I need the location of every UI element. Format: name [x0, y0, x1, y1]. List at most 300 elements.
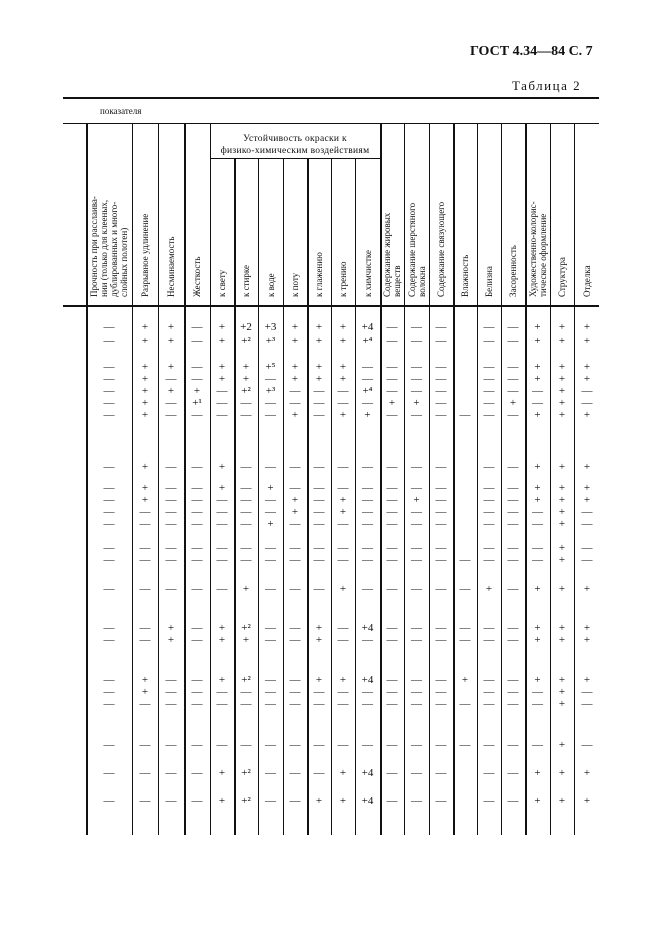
table-cell: + — [558, 698, 566, 710]
table-cell: — — [386, 506, 398, 518]
table-cell: + — [534, 674, 541, 686]
table-cell: — — [435, 674, 447, 686]
table-cell: — — [386, 767, 398, 779]
table-cell: — — [411, 583, 422, 595]
table-cell: — — [240, 542, 252, 554]
table-cell: + — [218, 361, 226, 373]
table-cell: +² — [241, 622, 251, 634]
table-cell: + — [583, 461, 591, 473]
table-cell: + — [242, 373, 250, 385]
table-cell: +⁴ — [362, 385, 373, 397]
table-cell: — — [313, 397, 325, 409]
table-cell: + — [558, 739, 566, 751]
table-cell: — — [191, 686, 203, 698]
table-cell: — — [483, 373, 495, 385]
table-cell: — — [435, 409, 447, 421]
table-cell: + — [339, 361, 347, 373]
table-cell: — — [216, 698, 228, 710]
table-cell: — — [532, 518, 543, 530]
table-cell: — — [240, 554, 252, 566]
table-cell: — — [532, 385, 543, 397]
table-cell: — — [386, 554, 398, 566]
table-cell: — — [386, 385, 398, 397]
table-cell: — — [386, 739, 398, 751]
table-cell: + — [141, 397, 149, 409]
column-divider — [429, 124, 430, 835]
table-cell: — — [483, 335, 495, 347]
table-cell: + — [291, 409, 299, 421]
table-cell: — — [483, 518, 495, 530]
table-cell: — — [507, 373, 519, 385]
table-cell: — — [191, 542, 203, 554]
table-cell: + — [558, 674, 566, 686]
table-cell: + — [167, 634, 175, 646]
column-header: к поту — [290, 272, 300, 297]
table-cell: — — [483, 542, 495, 554]
column-header: к химчистке — [362, 249, 373, 297]
table-cell: — — [103, 795, 115, 807]
table-cell: + — [291, 494, 299, 506]
table-cell: — — [362, 542, 373, 554]
table-cell: — — [216, 409, 228, 421]
table-cell: — — [386, 494, 398, 506]
table-cell: — — [362, 397, 373, 409]
table-cell: — — [165, 686, 177, 698]
table-cell: — — [411, 739, 422, 751]
table-cell: — — [411, 767, 422, 779]
table-cell: — — [411, 461, 422, 473]
table-cell: — — [386, 373, 398, 385]
table-cell: + — [339, 674, 347, 686]
table-cell: — — [191, 583, 203, 595]
table-cell: — — [191, 518, 203, 530]
table-cell: + — [558, 409, 566, 421]
table-cell: — — [386, 321, 398, 333]
table-cell: — — [265, 461, 276, 473]
table-cell: — — [581, 518, 593, 530]
table-cell: — — [165, 583, 177, 595]
table-cell: — — [411, 385, 422, 397]
table-cell: — — [139, 739, 151, 751]
table-cell: — — [435, 698, 447, 710]
table-cell: — — [103, 686, 115, 698]
table-cell: — — [435, 739, 447, 751]
table-cell: — — [435, 482, 447, 494]
table-cell: — — [165, 494, 177, 506]
table-cell: + — [558, 518, 566, 530]
table-cell: — — [507, 361, 519, 373]
table-cell: + — [583, 321, 591, 333]
table-cell: — — [265, 373, 276, 385]
column-header: Содержание шерстяного волокна — [406, 202, 427, 297]
table-cell: — — [240, 698, 252, 710]
table-cell: + — [339, 506, 347, 518]
table-cell: — — [581, 739, 593, 751]
column-divider — [158, 124, 159, 835]
table-cell: + — [218, 795, 226, 807]
table-cell: + — [141, 686, 149, 698]
table-cell: + — [534, 482, 541, 494]
table-cell: — — [240, 494, 252, 506]
table-cell: — — [459, 634, 471, 646]
table-cell: + — [558, 767, 566, 779]
table-cell: — — [386, 518, 398, 530]
table-cell: — — [532, 554, 543, 566]
table-cell: + — [534, 461, 541, 473]
table-cell: + — [315, 795, 323, 807]
column-header: Белизна — [484, 266, 494, 297]
table-cell: — — [337, 518, 349, 530]
table-cell: — — [435, 335, 447, 347]
table-cell: — — [265, 542, 276, 554]
table-cell: — — [386, 335, 398, 347]
table-cell: — — [265, 409, 276, 421]
table-cell: + — [583, 482, 591, 494]
table-cell: — — [103, 482, 115, 494]
table-cell: +⁴ — [362, 335, 373, 347]
table-cell: — — [435, 542, 447, 554]
table-cell: — — [507, 409, 519, 421]
table-cell: — — [191, 698, 203, 710]
table-cell: — — [240, 686, 252, 698]
table-cell: + — [558, 461, 566, 473]
table-cell: — — [386, 542, 398, 554]
table-cell: — — [165, 518, 177, 530]
table-cell: — — [411, 361, 422, 373]
table-cell: — — [289, 686, 301, 698]
column-header: к воде — [265, 273, 276, 297]
table-cell: — — [165, 674, 177, 686]
table-cell: — — [483, 767, 495, 779]
table-cell: + — [242, 583, 250, 595]
table-cell: + — [315, 361, 323, 373]
column-divider — [525, 124, 527, 835]
table-cell: + — [339, 373, 347, 385]
table-cell: + — [242, 361, 250, 373]
table-cell: — — [362, 482, 373, 494]
table-cell: + — [339, 767, 347, 779]
table-cell: — — [289, 482, 301, 494]
table-cell: — — [507, 698, 519, 710]
table-cell: — — [386, 686, 398, 698]
column-divider — [404, 124, 405, 835]
table-cell: — — [289, 634, 301, 646]
table-cell: + — [558, 385, 566, 397]
table-cell: +4 — [361, 767, 374, 779]
table-cell: — — [581, 506, 593, 518]
table-cell: — — [313, 461, 325, 473]
table-cell: — — [507, 674, 519, 686]
table-cell: + — [558, 686, 566, 698]
table-cell: — — [103, 542, 115, 554]
table-cell: — — [165, 461, 177, 473]
table-cell: + — [558, 373, 566, 385]
table-cell: — — [139, 698, 151, 710]
table-cell: — — [216, 397, 228, 409]
table-cell: — — [411, 506, 422, 518]
table-cell: — — [265, 698, 276, 710]
table-cell: + — [558, 494, 566, 506]
table-cell: +² — [241, 795, 251, 807]
table-cell: — — [435, 518, 447, 530]
table-cell: + — [267, 518, 274, 530]
table-cell: — — [435, 554, 447, 566]
table-cell: — — [265, 506, 276, 518]
table-cell: — — [337, 542, 349, 554]
column-header: к свету — [217, 269, 227, 297]
table-cell: — — [435, 622, 447, 634]
table-cell: + — [315, 335, 323, 347]
table-cell: — — [362, 698, 373, 710]
table-cell: — — [265, 686, 276, 698]
table-cell: + — [583, 335, 591, 347]
table-cell: — — [581, 542, 593, 554]
table-cell: + — [141, 674, 149, 686]
table-cell: + — [558, 795, 566, 807]
column-header: Содержание связующего — [436, 201, 446, 297]
column-divider — [86, 124, 88, 835]
table-cell: — — [337, 385, 349, 397]
table-cell: — — [139, 622, 151, 634]
table-cell: — — [435, 795, 447, 807]
table-cell: — — [435, 634, 447, 646]
table-cell: — — [240, 518, 252, 530]
table-cell: — — [362, 739, 373, 751]
table-cell: — — [313, 767, 325, 779]
table-cell: + — [558, 634, 566, 646]
table-cell: — — [507, 686, 519, 698]
table-cell: — — [191, 335, 203, 347]
table-cell: — — [103, 385, 115, 397]
table-cell: — — [191, 373, 203, 385]
table-cell: — — [362, 518, 373, 530]
column-divider — [477, 124, 478, 835]
table-cell: — — [139, 506, 151, 518]
table-cell: + — [141, 409, 149, 421]
table-cell: + — [534, 583, 541, 595]
table-cell: + — [558, 506, 566, 518]
table-cell: — — [265, 767, 276, 779]
table-cell: + — [218, 373, 226, 385]
table-cell: — — [507, 518, 519, 530]
table-cell: — — [507, 554, 519, 566]
table-cell: + — [583, 795, 591, 807]
table-cell: — — [507, 622, 519, 634]
table-cell: — — [103, 518, 115, 530]
table-cell: — — [191, 321, 203, 333]
table-cell: + — [583, 494, 591, 506]
table-cell: + — [534, 494, 541, 506]
column-header: к стирке — [241, 264, 251, 297]
table-cell: +⁵ — [265, 361, 276, 373]
table-cell: + — [141, 335, 149, 347]
table-cell: — — [165, 482, 177, 494]
table-cell: +4 — [361, 674, 374, 686]
table-cell: — — [435, 321, 447, 333]
table-cell: + — [291, 506, 299, 518]
table-cell: + — [558, 583, 566, 595]
table-cell: — — [191, 674, 203, 686]
column-header: Жесткость — [192, 256, 202, 297]
table-cell: — — [216, 385, 228, 397]
table-cell: — — [289, 461, 301, 473]
table-cell: + — [534, 335, 541, 347]
table-cell: +² — [241, 674, 251, 686]
table-cell: + — [583, 767, 591, 779]
table-cell: — — [139, 583, 151, 595]
table-cell: — — [289, 397, 301, 409]
table-cell: — — [483, 634, 495, 646]
table-cell: + — [534, 321, 541, 333]
table-cell: — — [362, 373, 373, 385]
table-cell: — — [240, 397, 252, 409]
table-cell: — — [191, 361, 203, 373]
table-cell: + — [291, 373, 299, 385]
table-cell: — — [435, 767, 447, 779]
table-cell: — — [411, 373, 422, 385]
table-cell: — — [459, 739, 471, 751]
table-cell: — — [165, 795, 177, 807]
table-cell: +4 — [361, 795, 374, 807]
table-cell: — — [459, 622, 471, 634]
table-cell: — — [411, 321, 422, 333]
table-cell: + — [291, 335, 299, 347]
table-cell: — — [507, 482, 519, 494]
table-cell: + — [558, 335, 566, 347]
table-cell: — — [289, 518, 301, 530]
table-cell: — — [139, 767, 151, 779]
table-cell: + — [534, 795, 541, 807]
table-cell: — — [216, 494, 228, 506]
table-cell: — — [483, 739, 495, 751]
table-cell: — — [411, 542, 422, 554]
table-cell: + — [339, 335, 347, 347]
table-cell: — — [313, 583, 325, 595]
table-cell: — — [265, 397, 276, 409]
table-cell: + — [534, 409, 541, 421]
table-cell: — — [240, 409, 252, 421]
table-cell: — — [265, 795, 276, 807]
table-cell: — — [265, 583, 276, 595]
table-cell: + — [291, 361, 299, 373]
column-header: к трению — [338, 261, 348, 297]
table-cell: — — [435, 506, 447, 518]
table-cell: — — [386, 461, 398, 473]
table-cell: — — [313, 554, 325, 566]
table-cell: — — [289, 767, 301, 779]
table-cell: +³ — [265, 385, 276, 397]
table-cell: — — [435, 373, 447, 385]
table-cell: — — [507, 494, 519, 506]
table-cell: — — [337, 397, 349, 409]
column-header: Прочность при расслаива- нии (только для клееных, дублированных и много- слойных полотен) — [89, 196, 129, 297]
table-cell: — — [507, 335, 519, 347]
table-cell: + — [218, 767, 226, 779]
table-cell: — — [532, 542, 543, 554]
table-cell: + — [534, 373, 541, 385]
table-cell: + — [413, 397, 420, 409]
table-cell: — — [337, 622, 349, 634]
table-cell: — — [532, 686, 543, 698]
table-cell: — — [165, 506, 177, 518]
table-cell: + — [534, 767, 541, 779]
table-cell: — — [411, 622, 422, 634]
table-cell: — — [362, 361, 373, 373]
table-cell: + — [167, 335, 175, 347]
table-cell: — — [386, 674, 398, 686]
column-divider — [453, 124, 455, 835]
table-cell: — — [216, 518, 228, 530]
table-cell: — — [581, 686, 593, 698]
table-cell: — — [313, 409, 325, 421]
table-cell: — — [435, 494, 447, 506]
table-cell: — — [103, 698, 115, 710]
table-cell: — — [289, 542, 301, 554]
table-cell: + — [558, 554, 566, 566]
table-cell: — — [459, 554, 471, 566]
table-cell: — — [581, 698, 593, 710]
table-cell: — — [483, 686, 495, 698]
table-cell: + — [291, 321, 299, 333]
table-cell: — — [313, 739, 325, 751]
table-cell: — — [103, 409, 115, 421]
table-cell: — — [483, 482, 495, 494]
table-cell: + — [388, 397, 396, 409]
table-label: Таблица 2 — [512, 78, 582, 93]
table-cell: + — [583, 361, 591, 373]
table-cell: — — [265, 634, 276, 646]
table-cell: + — [193, 385, 201, 397]
header-divider — [63, 123, 599, 124]
column-header: Влажность — [460, 254, 470, 297]
column-header: Засоренность — [508, 245, 518, 297]
table-cell: — — [337, 698, 349, 710]
table-cell: — — [265, 494, 276, 506]
table-cell: — — [435, 385, 447, 397]
table-cell: — — [507, 321, 519, 333]
table-cell: — — [337, 634, 349, 646]
column-header: Разрывное удлинение — [140, 213, 150, 297]
table-cell: — — [507, 634, 519, 646]
table-cell: + — [315, 321, 323, 333]
table-cell: — — [240, 482, 252, 494]
table-cell: + — [583, 634, 591, 646]
column-header: к глажению — [314, 252, 324, 297]
table-cell: + — [558, 622, 566, 634]
table-cell: — — [386, 622, 398, 634]
table-cell: — — [265, 739, 276, 751]
table-cell: — — [507, 385, 519, 397]
table-cell: + — [218, 461, 226, 473]
table-cell: — — [313, 482, 325, 494]
table-cell: + — [339, 583, 347, 595]
table-cell: + — [413, 494, 420, 506]
table-cell: — — [411, 686, 422, 698]
table-cell: — — [507, 506, 519, 518]
table-cell: — — [507, 583, 519, 595]
table-cell: — — [265, 622, 276, 634]
table-cell: — — [386, 482, 398, 494]
table-cell: — — [165, 542, 177, 554]
table-cell: — — [165, 409, 177, 421]
table-cell: — — [483, 409, 495, 421]
table-cell: +2 — [240, 321, 252, 333]
table-cell: — — [483, 494, 495, 506]
table-cell: — — [103, 461, 115, 473]
table-cell: — — [507, 767, 519, 779]
table-cell: — — [435, 361, 447, 373]
table-cell: + — [242, 634, 250, 646]
